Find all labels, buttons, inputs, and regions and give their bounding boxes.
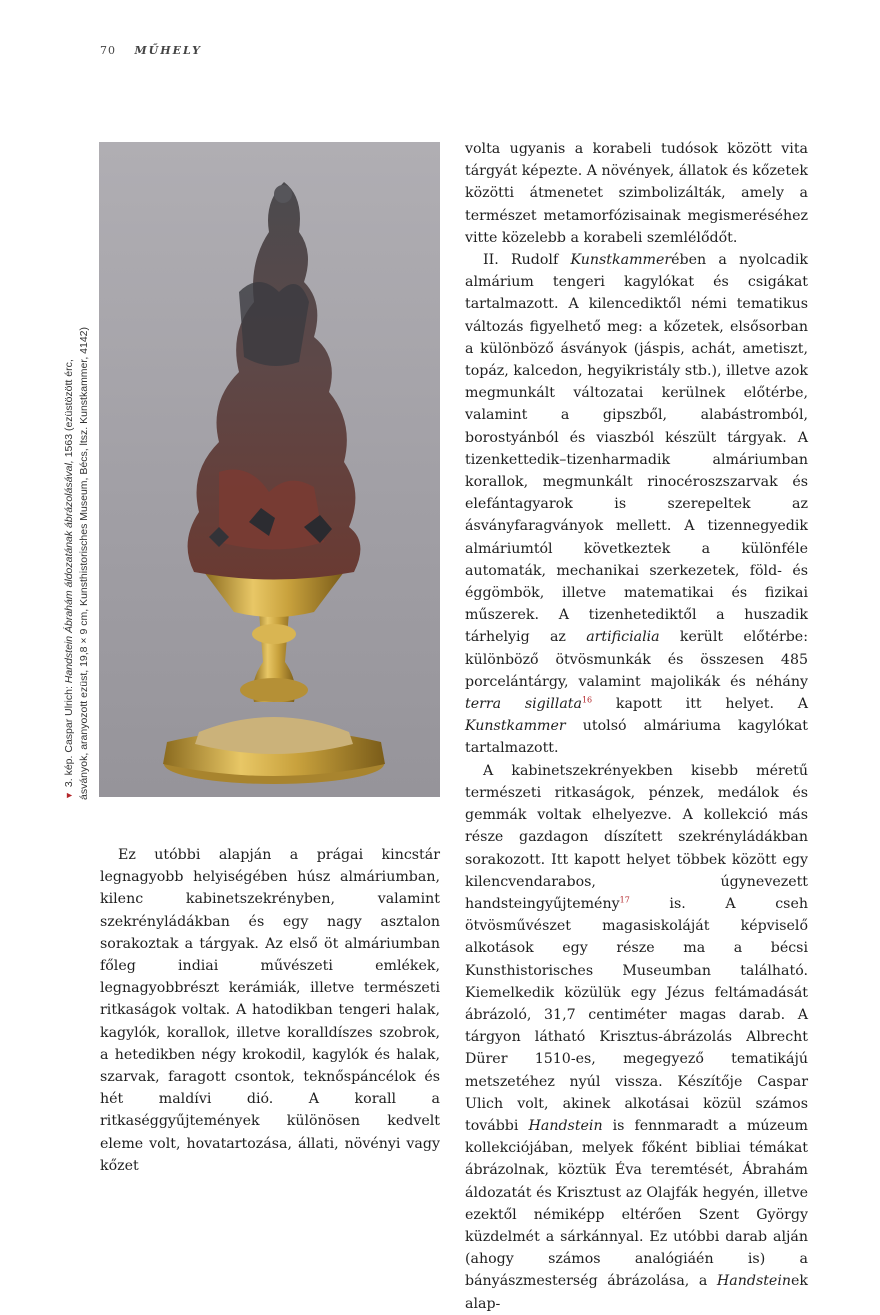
caption-arrow-icon: ▼ (64, 791, 74, 800)
caption-line-2: ásványok, aranyozott ezüst, 19,8 × 9 cm, Kunsthistorisches Museum, Bécs, ltsz. Kunstkammer, 4142) (78, 326, 90, 800)
left-column (100, 844, 440, 1177)
page-number: 70 (100, 44, 116, 57)
footnote-ref[interactable]: 17 (619, 895, 630, 905)
handstein-photo (99, 142, 440, 797)
right-column (465, 138, 808, 1315)
paragraph: A kabinetszekrényekben kisebb méretű természeti ritkaságok, pénzek, medálok és gemmák voltak elhelyezve. A kollekció más része gazdagon díszített szekrényládákban sorakozott. Itt kapott helyet többek között egy kilencvendarabos, úgynevezett handsteingyűjtemény$^{17}$ is. A cseh ötvösművészet magasiskoláját képviselő alkotások egy része ma a bécsi Kunsthistorisches Museumban található. Kiemelkedik közülük egy Jézus feltámadását ábrázoló, 31,7 centiméter magas darab. A tárgyon látható Krisztus-ábrázolás Albrecht Dürer 1510-es, megegyező tematikájú metszetéhez nyúl vissza. Készítője Caspar Ulich volt, akinek alkotásai közül számos további Handstein is fennmaradt a múzeum kollekciójában, melyek főként bibliai témákat ábrázolnak, köztük Éva teremtését, Ábrahám áldozatát és Krisztust az Olajfák hegyén, illetve ezektől némiképp eltérően Szent György küzdelmét a sárkánnyal. Ez utóbbi darab alján (ahogy számos analógiáén is) a bányászmesterség ábrázolása, a Handsteinek alap- (465, 762, 808, 1312)
paragraph: Ez utóbbi alapján a prágai kincstár legnagyobb helyiségében húsz almáriumban, kilenc kabinetszekrényben, valamint szekrényládákban és egy nagy asztalon sorakoztak a tárgyak. Az első öt almáriumban főleg indiai művészeti emlékek, legnagyobbrészt kerámiák, illetve természeti ritkaságok voltak. A hatodikban tengeri halak, kagylók, korallok, illetve koralldíszes szobrok, a hetedikben négy krokodil, kagylók és halak, szarvak, faragott csontok, teknőspáncélok és hét maldívi dió. A korall a ritkaséggyűjtemények különösen kedvelt eleme volt, hovatartozása, állati, növényi vagy kőzet (100, 847, 440, 1174)
figure-caption (62, 290, 96, 800)
paragraph: volta ugyanis a korabeli tudósok között vita tárgyát képezte. A növények, állatok és kőzetek közötti átmenetet szimbolizálták, amely a természet metamorfózisainak megismeréséhez vitte közelebb a korabeli szemlélődőt. (465, 141, 809, 246)
paragraph: II. Rudolf Kunstkammerében a nyolcadik almárium tengeri kagylókat és csigákat tartalmazott. A kilencediktől némi tematikus változás figyelhető meg: a kőzetek, elsősorban a különböző ásványok (jáspis, achát, ametiszt, topáz, kalcedon, hegyikristály stb.), illetve azok megmunkált változatai kerülnek előtérbe, valamint a gipszből, alabástromból, borostyánból és viaszból készült tárgyak. A tizenkettedik–tizenharmadik almáriumban korallok, megmunkált rinocéroszszarvak és elefántagyarok is szerepeltek az ásványfaragványok mellett. A tizennegyedik almáriumtól következtek a különféle automaták, mechanikai szerkezetek, föld- és éggömbök, illetve matematikai és fizikai műszerek. A tizenhetediktől a huszadik tárhelyig az artificialia került előtérbe: különböző ötvösmunkák és összesen 485 porcelántárgy, valamint majolikák és néhány terra sigillata$^{16}$ kapott itt helyet. A Kunstkammer utolsó almáriuma kagylókat tartalmazott. (465, 252, 808, 757)
section-title: MŰHELY (134, 44, 202, 57)
running-head (100, 44, 202, 57)
footnote-ref[interactable]: 16 (581, 695, 593, 705)
caption-line-1: ▼3. kép. Caspar Ulrich: Handstein Ábrahám áldozatának ábrázolásával, 1563 (ezüstözött érc, (63, 359, 75, 800)
